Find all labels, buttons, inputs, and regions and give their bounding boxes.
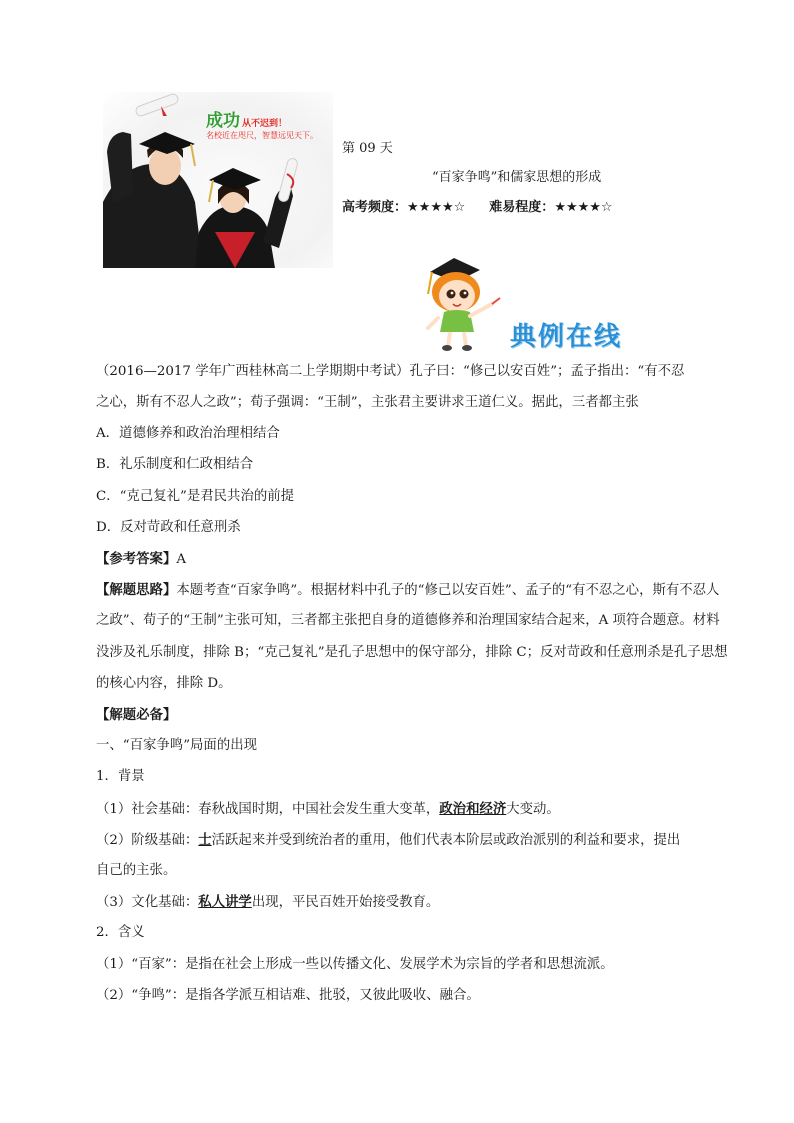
- meaning-item-1: （1）“百家”：是指在社会上形成一些以传播文化、发展学术为宗旨的学者和思想流派。: [96, 957, 614, 972]
- background-item-2-line-2: 自己的主张。: [96, 863, 177, 878]
- difficulty-stars: ★★★★☆: [554, 200, 613, 215]
- answer-value: A: [176, 552, 187, 567]
- background-item-1-key: 政治和经济: [439, 801, 507, 817]
- section-title: 典例在线: [510, 322, 623, 352]
- mascot-illustration: [420, 254, 510, 352]
- option-b: B．礼乐制度和仁政相结合: [96, 457, 254, 472]
- background-item-1-text: （1）社会基础：春秋战国时期，中国社会发生重大变革，: [96, 802, 440, 817]
- meaning-subheading: 2．含义: [96, 925, 145, 940]
- analysis-line-4: 的核心内容，排除 D。: [96, 676, 232, 691]
- essentials-heading-1: 一、“百家争鸣”局面的出现: [96, 738, 257, 753]
- background-item-1-tail: 大变动。: [506, 802, 560, 817]
- banner-title-sub: 从不迟到！: [242, 119, 288, 129]
- frequency-stars: ★★★★☆: [407, 200, 466, 215]
- analysis-text-1: 本题考查“百家争鸣”。根据材料中孔子的“修己以安百姓”、孟子的“有不忍之心，斯有不忍人: [176, 583, 720, 598]
- ratings-row: [342, 196, 613, 215]
- background-item-2: [96, 830, 680, 851]
- option-a: A．道德修养和政治治理相结合: [96, 426, 280, 441]
- answer-label: 【参考答案】: [96, 551, 177, 567]
- background-item-2-text: （2）阶级基础：: [96, 833, 199, 848]
- option-d: D．反对苛政和任意刑杀: [96, 520, 241, 535]
- lesson-topic: “百家争鸣”和儒家思想的形成: [432, 170, 602, 185]
- analysis-label: 【解题思路】: [96, 582, 177, 598]
- day-label: 第 09 天: [342, 141, 393, 156]
- background-item-2-key: 士: [198, 832, 212, 848]
- banner-title: [206, 106, 287, 131]
- answer-row: [96, 549, 186, 570]
- analysis-line-1: [96, 580, 719, 601]
- question-text-line-2: 之心，斯有不忍人之政”；荀子强调：“王制”，主张君主要讲求王道仁义。据此，三者都主张: [96, 395, 639, 410]
- analysis-line-2: 之政”、荀子的“王制”主张可知，三者都主张把自身的道德修养和治理国家结合起来，A 项符合题意。材料: [96, 613, 720, 628]
- background-item-1: [96, 799, 560, 820]
- question-text-line-1: （2016—2017 学年广西桂林高二上学期期中考试）孔子曰：“修己以安百姓”；孟子指出：“有不忍: [96, 364, 685, 379]
- frequency-label: 高考频度：: [342, 200, 408, 215]
- background-item-2-tail: 活跃起来并受到统治者的重用，他们代表本阶层或政治派别的利益和要求，提出: [211, 833, 681, 848]
- background-item-3-key: 私人讲学: [198, 894, 252, 910]
- analysis-line-3: 没涉及礼乐制度，排除 B；“克己复礼”是孔子思想中的保守部分，排除 C；反对苛政和任意刑杀是孔子思想: [96, 645, 728, 660]
- meaning-item-2: （2）“争鸣”：是指各学派互相诘难、批驳，又彼此吸收、融合。: [96, 988, 480, 1003]
- background-item-3-text: （3）文化基础：: [96, 895, 199, 910]
- header-banner-image: [103, 92, 333, 268]
- background-subheading: 1．背景: [96, 769, 145, 784]
- option-c: C．“克己复礼”是君民共治的前提: [96, 489, 295, 504]
- background-item-3: [96, 892, 439, 913]
- background-item-3-tail: 出现，平民百姓开始接受教育。: [251, 895, 440, 910]
- essentials-label: 【解题必备】: [96, 707, 177, 723]
- difficulty-label: 难易程度：: [489, 200, 555, 215]
- banner-title-main: 成功: [206, 111, 240, 131]
- banner-slogan: 名校近在咫尺，智慧远见天下。: [206, 131, 318, 140]
